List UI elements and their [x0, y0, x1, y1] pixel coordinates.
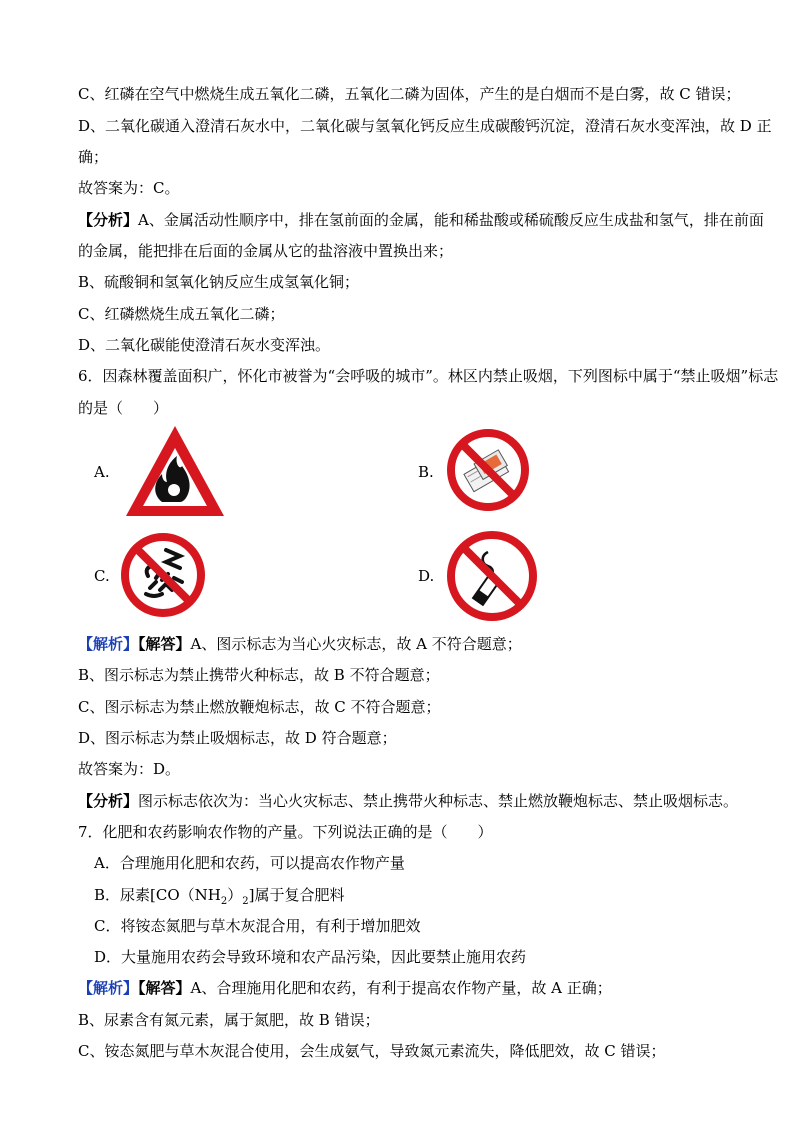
question-7-option-b: B．尿素$[CO(NH_2)_2]$属于复合肥料: [94, 886, 345, 907]
question-7-option-a: A．合理施用化肥和农药，可以提高农作物产量: [94, 854, 405, 872]
fire-warning-icon: [122, 422, 228, 520]
answer-tag: 【解答】: [138, 635, 191, 653]
text-line: 故答案为：C。: [78, 179, 180, 197]
solution-line: [78, 634, 522, 654]
text-line: D、二氧化碳能使澄清石灰水变浑浊。: [78, 336, 331, 354]
analysis-tag: 【分析】: [78, 792, 139, 810]
text-line: C、红磷燃烧生成五氧化二磷；: [78, 305, 285, 323]
text-line: B、尿素含有氮元素，属于氮肥，故 B 错误；: [78, 1011, 380, 1029]
option-c-label: C.: [94, 567, 110, 585]
solution-text: A、图示标志为当心火灾标志，故 A 不符合题意；: [190, 635, 522, 653]
text-line: D、二氧化碳通入澄清石灰水中，二氧化碳与氢氧化钙反应生成碳酸钙沉淀，澄清石灰水变浑浊，故 D 正: [78, 117, 772, 135]
no-firecrackers-icon: [120, 532, 206, 618]
solution-tag: 【解析】: [78, 635, 139, 653]
text-line: B、硫酸铜和氢氧化钠反应生成氢氧化铜；: [78, 273, 360, 291]
answer-tag: 【解答】: [138, 979, 191, 997]
text-line: B、图示标志为禁止携带火种标志，故 B 不符合题意；: [78, 666, 440, 684]
option-a-label: A.: [94, 463, 110, 481]
text-line: C、图示标志为禁止燃放鞭炮标志，故 C 不符合题意；: [78, 698, 441, 716]
solution-tag: 【解析】: [78, 979, 139, 997]
question-6-stem-cont: 的是（ ）: [78, 399, 169, 417]
analysis-text: A、金属活动性顺序中，排在氢前面的金属，能和稀盐酸或稀硫酸反应生成盐和氢气，排在前面: [138, 211, 764, 229]
text-line: 的金属，能把排在后面的金属从它的盐溶液中置换出来；: [78, 242, 454, 260]
text-line: 确；: [78, 148, 109, 166]
no-smoking-icon: [446, 530, 538, 622]
question-6-stem: 6．因森林覆盖面积广，怀化市被誉为“会呼吸的城市”。林区内禁止吸烟，下列图标中属于“禁止吸烟”标志: [78, 367, 779, 385]
analysis-line: [78, 791, 738, 811]
question-7-stem: 7．化肥和农药影响农作物的产量。下列说法正确的是（ ）: [78, 823, 493, 841]
option-d-label: D.: [418, 567, 435, 585]
text-line: C、红磷在空气中燃烧生成五氧化二磷，五氧化二磷为固体，产生的是白烟而不是白雾，故 C 错误；: [78, 85, 741, 103]
question-7-option-d: D．大量施用农药会导致环境和农产品污染，因此要禁止施用农药: [94, 948, 527, 966]
solution-line: [78, 978, 612, 998]
text-line: 故答案为：D。: [78, 760, 181, 778]
analysis-line: [78, 210, 764, 230]
solution-text: A、合理施用化肥和农药，有利于提高农作物产量，故 A 正确；: [190, 979, 612, 997]
analysis-tag: 【分析】: [78, 211, 139, 229]
no-matches-icon: [446, 428, 530, 512]
option-b-label: B.: [418, 463, 434, 481]
analysis-text: 图示标志依次为：当心火灾标志、禁止携带火种标志、禁止燃放鞭炮标志、禁止吸烟标志。: [138, 792, 739, 810]
question-7-option-c: C．将铵态氮肥与草木灰混合用，有利于增加肥效: [94, 917, 421, 935]
text-line: C、铵态氮肥与草木灰混合使用，会生成氨气，导致氮元素流失，降低肥效，故 C 错误；: [78, 1042, 666, 1060]
text-line: D、图示标志为禁止吸烟标志，故 D 符合题意；: [78, 729, 397, 747]
